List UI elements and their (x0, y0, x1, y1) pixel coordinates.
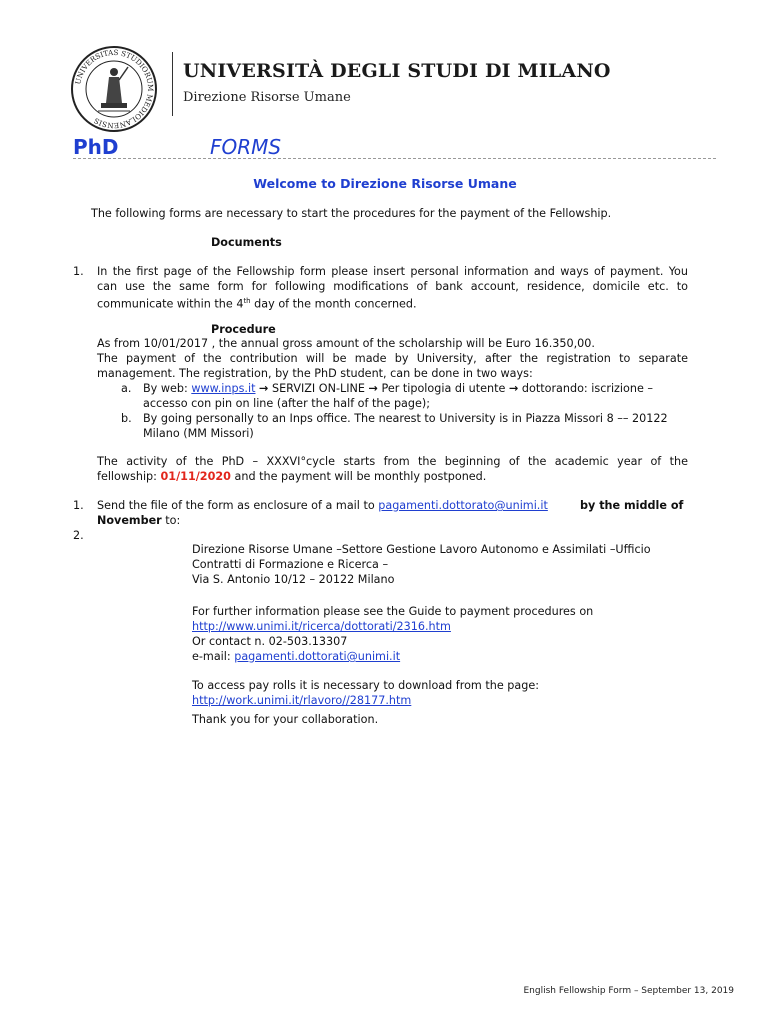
procedure-line-2: The payment of the contribution will be made by University, after the registration to separate (97, 352, 688, 365)
department-name: Direzione Risorse Umane (183, 90, 351, 105)
university-seal-logo (70, 45, 158, 133)
option-b-line-2: Milano (MM Missori) (143, 427, 254, 440)
procedure-line-3: management. The registration, by the PhD student, can be done in two ways: (97, 367, 533, 380)
option-a-label: a. (121, 382, 132, 395)
seal-text: UNIVERSITAS STUDIORUM MEDIOLANENSIS (73, 47, 156, 131)
footer-text: English Fellowship Form – September 13, 2019 (523, 986, 734, 996)
procedure-heading: Procedure (211, 323, 276, 336)
intro-text: The following forms are necessary to start the procedures for the payment of the Fellowship. (91, 207, 612, 220)
documents-line-2: can use the same form for following modifications of bank account, residence, domicile etc. to (97, 280, 688, 293)
phd-title: PhD (73, 135, 119, 159)
arrow-icon: → (259, 382, 269, 395)
payrolls-link[interactable]: http://work.unimi.it/rlavoro//28177.htm (192, 694, 412, 707)
activity-line-2: fellowship: 01/11/2020 and the payment will be monthly postponed. (97, 470, 487, 483)
documents-line-3: communicate within the 4th day of the month concerned. (97, 297, 417, 311)
start-date: 01/11/2020 (160, 470, 231, 483)
documents-heading: Documents (211, 236, 282, 249)
documents-line-1: In the first page of the Fellowship form please insert personal information and ways of payment. You (97, 265, 688, 278)
arrow-icon: → (508, 382, 519, 395)
welcome-heading: Welcome to Direzione Risorse Umane (253, 176, 517, 191)
address-line-2: Contratti di Formazione e Ricerca – (192, 558, 389, 571)
dottorato-email-link[interactable]: pagamenti.dottorato@unimi.it (378, 499, 548, 512)
procedure-line-1: As from 10/01/2017 , the annual gross amount of the scholarship will be Euro 16.350,00. (97, 337, 595, 350)
inps-link[interactable]: www.inps.it (191, 382, 256, 395)
dottorati-email-link[interactable]: pagamenti.dottorati@unimi.it (234, 650, 401, 663)
send-line-1: Send the file of the form as enclosure of a mail to pagamenti.dottorato@unimi.it (97, 499, 548, 512)
option-a-line-1: By web: www.inps.it → SERVIZI ON-LINE → Per tipologia di utente → dottorando: iscrizione – (143, 382, 654, 395)
address-line-3: Via S. Antonio 10/12 – 20122 Milano (192, 573, 395, 586)
email-line: e-mail: pagamenti.dottorati@unimi.it (192, 650, 401, 663)
title-rule (73, 158, 716, 159)
send-item-number: 1. (73, 499, 84, 512)
address-line-1: Direzione Risorse Umane –Settore Gestione Lavoro Autonomo e Assimilati –Ufficio (192, 543, 651, 556)
forms-title: FORMS (210, 135, 282, 159)
payrolls-line: To access pay rolls it is necessary to download from the page: (192, 679, 540, 692)
header-divider (172, 52, 173, 116)
option-b-line-1: By going personally to an Inps office. The nearest to University is in Piazza Missori 8 –– 20122 (143, 412, 668, 425)
send-line-2: November to: (97, 514, 181, 527)
send-deadline-bold: by the middle of (580, 499, 684, 512)
guide-link[interactable]: http://www.unimi.it/ricerca/dottorati/2316.htm (192, 620, 451, 633)
thanks-line: Thank you for your collaboration. (192, 713, 379, 726)
option-b-label: b. (121, 412, 132, 425)
university-name: UNIVERSITÀ DEGLI STUDI DI MILANO (183, 60, 611, 82)
activity-line-1: The activity of the PhD – XXXVI°cycle starts from the beginning of the academic year of the (97, 455, 688, 468)
contact-line: Or contact n. 02-503.13307 (192, 635, 348, 648)
info-line: For further information please see the Guide to payment procedures on (192, 605, 594, 618)
documents-item-number: 1. (73, 265, 84, 278)
option-a-line-2: accesso con pin on line (after the half of the page); (143, 397, 431, 410)
empty-item-number: 2. (73, 529, 84, 542)
arrow-icon: → (368, 382, 378, 395)
